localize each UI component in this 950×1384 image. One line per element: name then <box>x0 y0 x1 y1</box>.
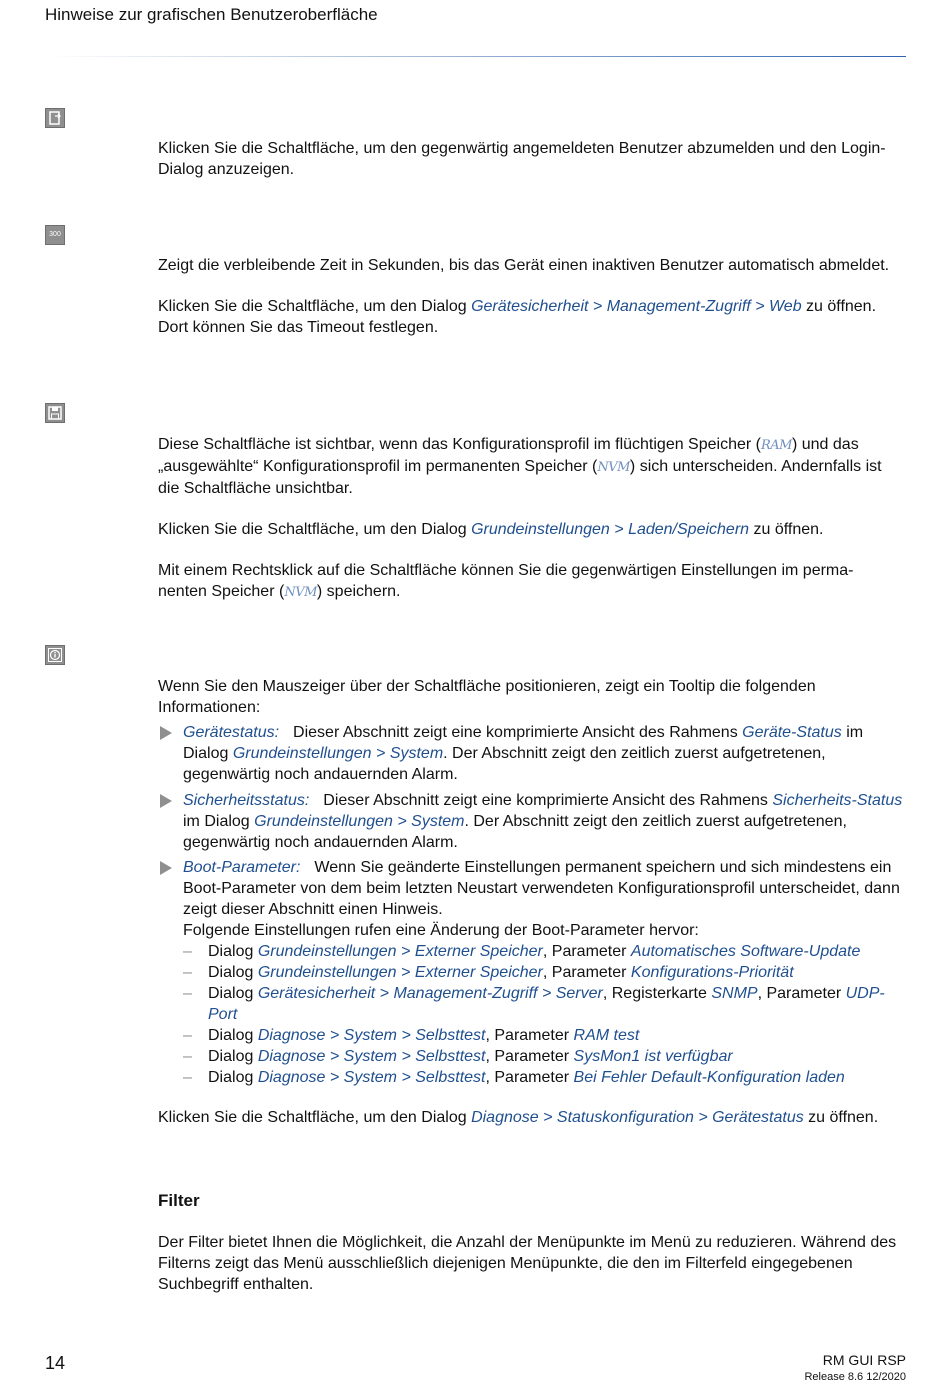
header-divider <box>45 56 906 57</box>
link-basic-system[interactable]: Grundeinstellungen > System <box>254 813 465 830</box>
bullet-arrow-icon <box>160 861 172 875</box>
dash-item: – Dialog Grundeinstellungen > Externer Speicher, Parameter Automatisches Software-Update <box>183 943 861 960</box>
dash-item: – Dialog Diagnose > System > Selbsttest, Parameter Bei Fehler Default-Konfiguration laden <box>183 1069 845 1086</box>
link-device-status[interactable]: Diagnose > Statuskonfiguration > Gerätestatus <box>471 1109 804 1126</box>
link-basic-system[interactable]: Grundeinstellungen > System <box>232 745 444 762</box>
release-info: Release 8.6 12/2020 <box>804 1371 906 1383</box>
timeout-description: Zeigt die verbleibende Zeit in Sekunden, bis das Gerät einen inaktiven Benutzer automatisch abmeldet. Klicken Sie die Schaltfläche, um den Dialog Gerätesicherheit > Management-Zugriff > Web zu öffnen. Dort können Sie das Timeout festlegen. <box>158 257 890 336</box>
bullet-arrow-icon <box>160 794 172 808</box>
logout-icon <box>45 108 65 128</box>
link-load-save[interactable]: Grundeinstellungen > Laden/Speichern <box>471 521 750 538</box>
info-icon <box>45 645 65 665</box>
timeout-counter-label: 300 <box>49 231 61 238</box>
info-outro: Klicken Sie die Schaltfläche, um den Dialog Diagnose > Statuskonfiguration > Gerätestatus zu öffnen. <box>158 1109 879 1126</box>
bullet-arrow-icon <box>160 726 172 740</box>
page-header-title: Hinweise zur grafischen Benutzeroberfläche <box>45 5 378 24</box>
filter-description: Der Filter bietet Ihnen die Möglichkeit, die Anzahl der Menüpunkte im Menü zu reduzieren. Während des Filterns zeigt das Menü ausschließlich diejenigen Menüpunkte, die den im Filterfeld eingegebenen Suchbegriff enthalten. <box>158 1234 897 1293</box>
dash-item: – Dialog Diagnose > System > Selbsttest, Parameter SysMon1 ist verfügbar <box>183 1048 733 1065</box>
info-intro: Wenn Sie den Mauszeiger über der Schaltfläche positionieren, zeigt ein Tooltip die folgenden Informationen: <box>158 678 816 716</box>
save-icon <box>45 403 65 423</box>
save-description: Diese Schaltfläche ist sichtbar, wenn das Konfigurationsprofil im flüchtigen Speicher (RAM) und das „ausgewählte“ Konfigurationsprofil im permanenten Speicher (NVM) sich unterscheiden. Andernfalls ist die Schaltfläche unsichtbar. Klicken Sie die Schaltfläche, um den Dialog Grundeinstellungen > Laden/Speichern zu öffnen. Mit einem Rechtsklick auf die Schaltfläche können Sie die gegenwärtigen Einstellungen im perma- nenten Speicher (NVM) speichern. <box>158 436 882 600</box>
filter-heading: Filter <box>158 1191 200 1210</box>
dash-item: – Dialog Grundeinstellungen > Externer Speicher, Parameter Konfigurations-Priorität <box>183 964 794 981</box>
timeout-counter-icon <box>45 225 65 245</box>
document-title: RM GUI RSP <box>822 1352 906 1368</box>
dash-item: – Dialog Diagnose > System > Selbsttest, Parameter RAM test <box>183 1027 640 1044</box>
page-number: 14 <box>45 1353 66 1373</box>
link-web-access[interactable]: Gerätesicherheit > Management-Zugriff > Web <box>471 298 802 315</box>
bullet-security-status: Sicherheitsstatus: Dieser Abschnitt zeigt eine komprimierte Ansicht des Rahmens Sicherheits-Status im Dialog Grundeinstellungen > System. Der Abschnitt zeigt den zeitlich zuerst aufgetretenen, gegenwärtig noch andauernden Alarm. <box>158 790 906 853</box>
logout-description: Klicken Sie die Schaltfläche, um den gegenwärtig angemeldeten Benutzer abzumelden und den Login-Dialog anzuzeigen. <box>158 140 886 178</box>
bullet-boot-parameter: Boot-Parameter: Wenn Sie geänderte Einstellungen permanent speichern und sich mindestens ein Boot-Parameter von dem beim letzten Neustart verwendeten Konfigurationsprofil unterscheidet, dann zeigt dieser Abschnitt einen Hinweis. Folgende Einstellungen rufen eine Änderung der Boot-Parameter hervor: – Dialog Grundeinstellungen > Externer Speicher, Parameter Automatisches Software-Update – Dialog Grundeinstellungen > Externer Speicher, Parameter Konfigurations-Priorität – Dialog Gerätesicherheit > Management-Zugriff > Server, Registerkarte SNMP, Parameter UDP-Port – Dialog Diagnose > System > Selbsttest, Parameter RAM test – Dialog Diagnose > System > Selbsttest, Parameter SysMon1 ist verfügbar – Dialog Diagnose > System > Selbsttest, Parameter Bei Fehler Default-Konfiguration laden <box>158 857 906 1088</box>
bullet-device-status: Gerätestatus: Dieser Abschnitt zeigt eine komprimierte Ansicht des Rahmens Geräte-Status im Dialog Grundeinstellungen > System. Der Abschnitt zeigt den zeitlich zuerst aufgetretenen, gegenwärtig noch andauernden Alarm. <box>158 722 906 785</box>
dash-item: – Dialog Gerätesicherheit > Management-Zugriff > Server, Registerkarte SNMP, Parameter UDP-Port <box>183 985 885 1023</box>
